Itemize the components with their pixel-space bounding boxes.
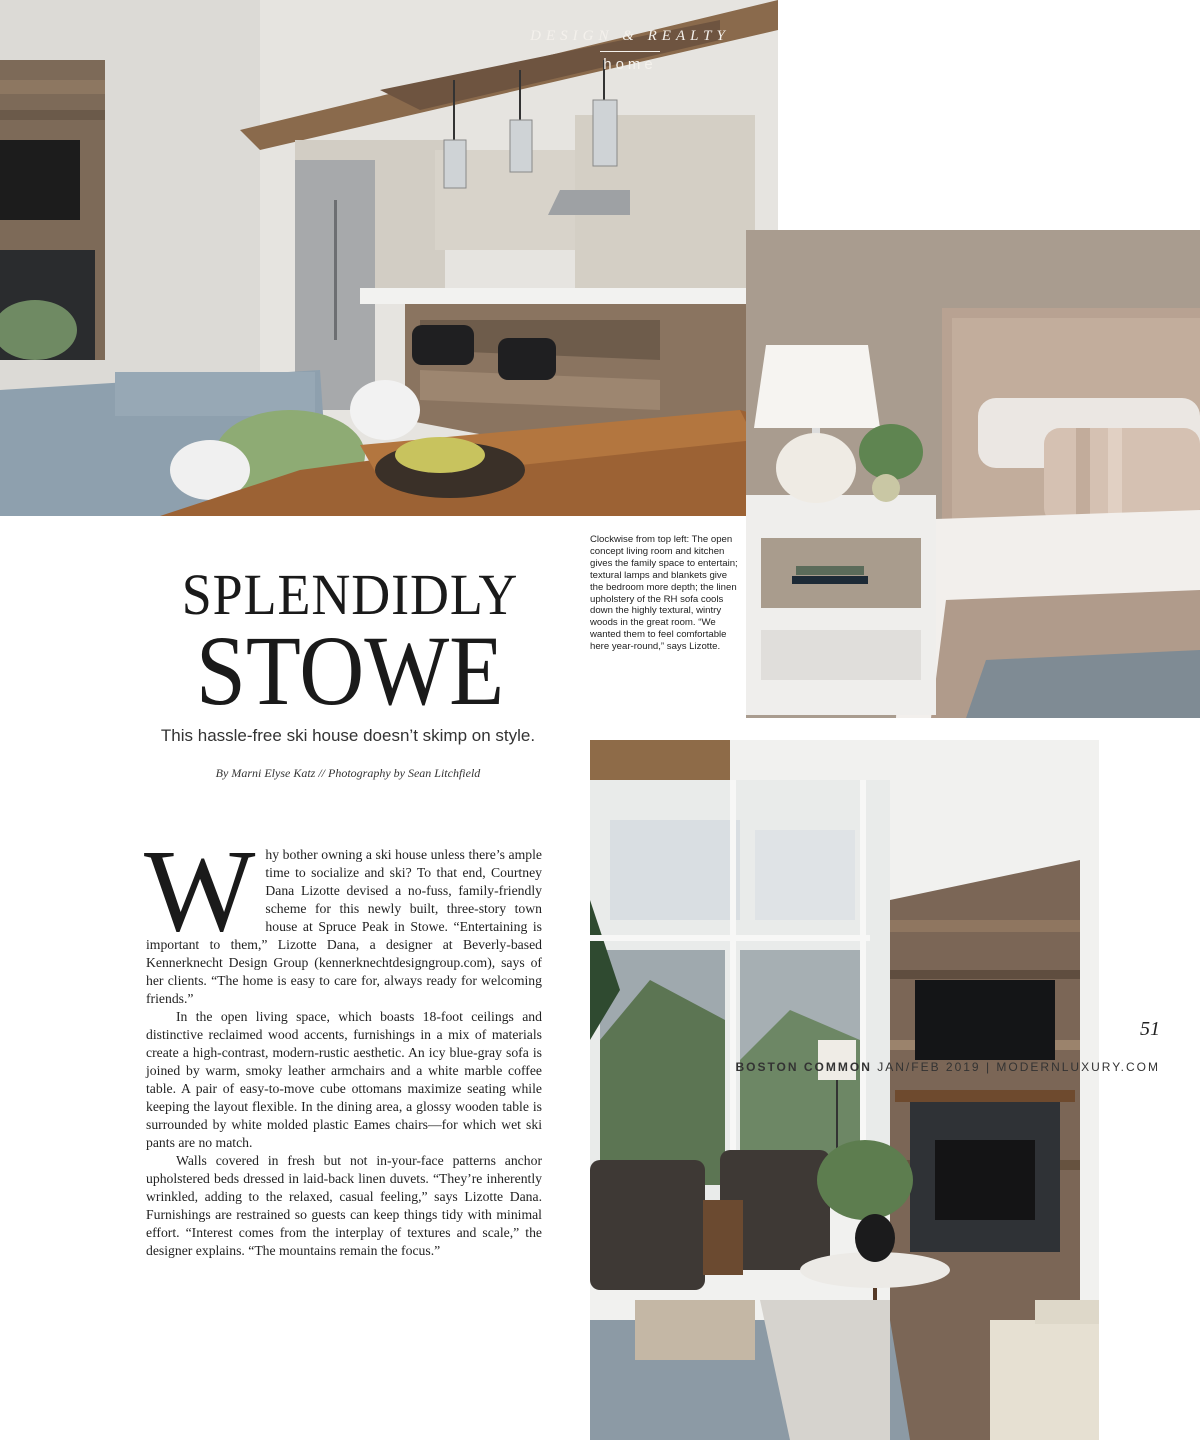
section-subtitle: home (603, 56, 657, 73)
section-title: DESIGN & REALTY (530, 28, 730, 44)
footer-publication: BOSTON COMMON (735, 1060, 872, 1074)
photo-caption: Clockwise from top left: The open concept living room and kitchen gives the family space to entertain; textural lamps and blankets give the bedroom more depth; the linen upholstery of the RH sofa cools down the highly textural, wintry woods in the great room. “We wanted them to feel comfortable here year-round,” says Lizotte. (590, 534, 738, 653)
bedroom-photo (746, 230, 1200, 718)
headline-line-1: SPLENDIDLY (181, 562, 519, 627)
article-paragraph-2: In the open living space, which boasts 18-foot ceilings and distinctive reclaimed wood accents, furnishings in a mix of materials create a high-contrast, modern-rustic aesthetic. An icy blue-gray sofa is joined by warm, smoky leather armchairs and a white marble coffee table. A pair of easy-to-move cube ottomans maximize seating while keeping the layout flexible. In the dining area, a glossy wooden table is surrounded by white molded plastic Eames chairs—for which wet ski pants are no match. (146, 1009, 542, 1150)
page-footer (720, 1060, 1160, 1074)
section-rule (600, 51, 660, 52)
headline-line-2: STOWE (195, 615, 505, 726)
article-paragraph-3: Walls covered in fresh but not in-your-face patterns anchor upholstered beds dressed in laid-back linen duvets. “They’re inherently wrinkled, adding to the relaxed, casual feeling,” says Lizotte Dana. Furnishings are restrained so guests can keep things tidy with minimal effort. “Interest comes from the interplay of textures and scale,” the designer explains. “The mountains remain the focus.” (146, 1153, 542, 1258)
footer-website: MODERNLUXURY.COM (996, 1060, 1160, 1074)
page-number: 51 (1140, 1018, 1160, 1040)
byline: By Marni Elyse Katz // Photography by Sean Litchfield (215, 766, 481, 780)
drop-cap: W (144, 825, 256, 956)
article-paragraph-1 (144, 825, 542, 1008)
footer-issue: JAN/FEB 2019 (877, 1060, 981, 1074)
dek: This hassle-free ski house doesn’t skimp on style. (160, 726, 536, 745)
living-room-photo (590, 740, 1099, 1440)
footer-separator: | (985, 1060, 992, 1074)
section-header (520, 28, 740, 73)
article-body (144, 825, 542, 1260)
article-paragraph-1-text: hy bother owning a ski house unless there’s ample time to socialize and ski? To that end, Courtney Dana Lizotte devised a no-fuss, family-friendly scheme for this newly built, three-story town house at Spruce Peak in Stowe. “Entertaining is important to them,” Lizotte Dana, a designer at Beverly-based Kennerknecht Design Group (kennerknechtdesigngroup.com), says of her clients. “The home is easy to care for, always ready for welcoming friends.” (146, 847, 542, 1006)
kitchen-photo (0, 0, 778, 516)
headline (140, 562, 560, 726)
